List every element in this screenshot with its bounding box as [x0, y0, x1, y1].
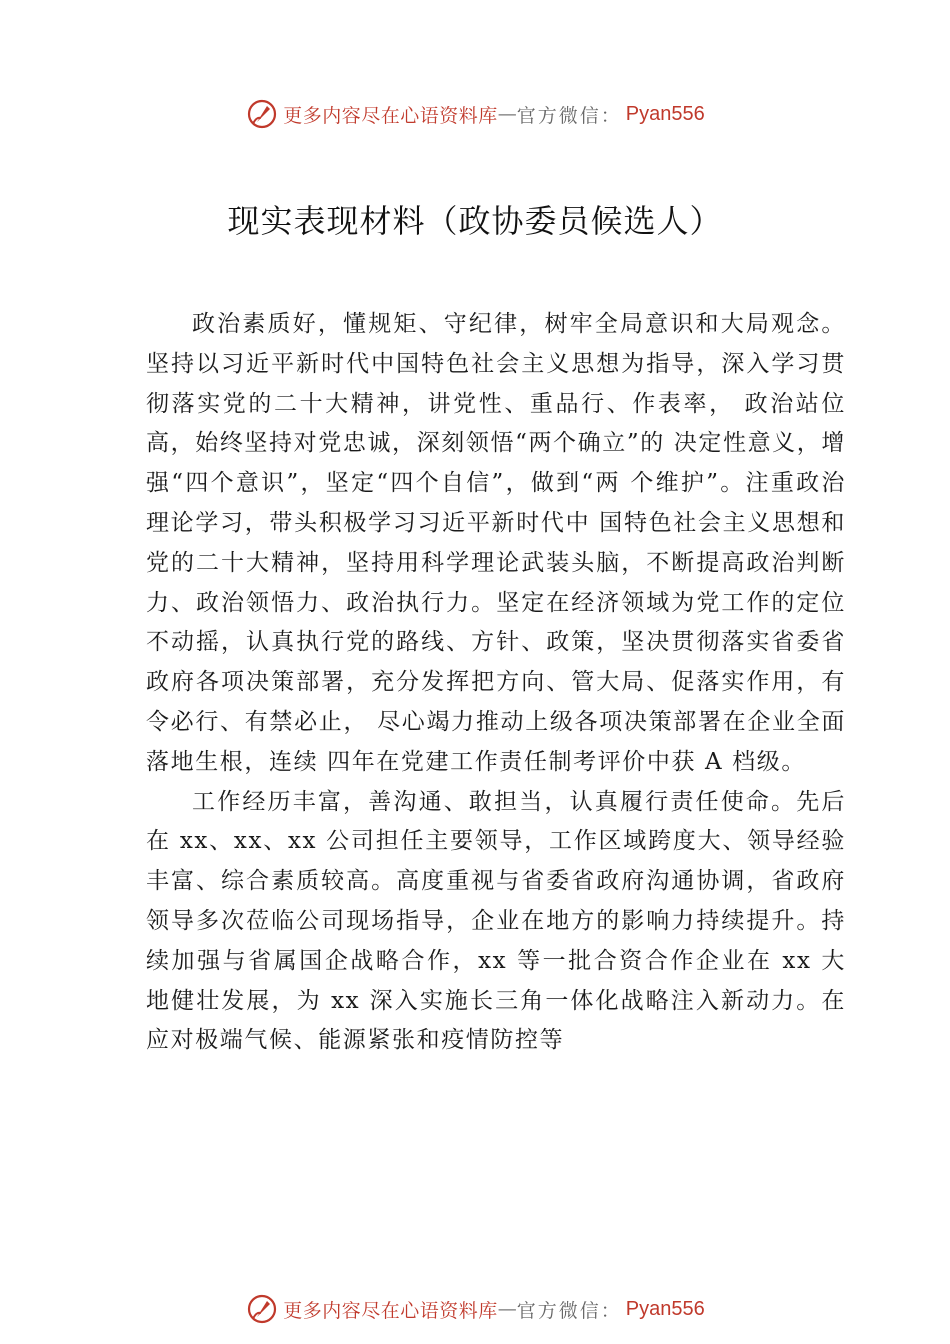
banner-wechat-id: Pyan556 — [625, 102, 705, 125]
footer-wechat-id: Pyan556 — [625, 1297, 705, 1320]
footer-brand-text: 更多内容尽在心语资料库 — [283, 1299, 498, 1322]
pen-nib-logo-icon — [245, 97, 279, 131]
footer-banner — [0, 1289, 950, 1329]
banner-separator: — — [497, 103, 517, 125]
document-body — [146, 305, 846, 1061]
banner-brand-text: 更多内容尽在心语资料库 — [283, 104, 498, 127]
document-title: 现实表现材料（政协委员候选人） — [227, 202, 723, 240]
footer-wechat-label: 官方微信： — [516, 1299, 622, 1322]
body-paragraph-2: 工作经历丰富，善沟通、敢担当，认真履行责任使命。先后在 xx、xx、xx 公司担任主要领导，工作区域跨度大、领导经验丰富、综合素质较高。高度重视与省委省政府沟通协调，省政府领导多次莅临公司现场指导，企业在地方的影响力持续提升。持续加强与省属国企战略合作，xx 等一批合资合作企业在 xx 大地健壮发展，为 xx 深入实施长三角一体化战略注入新动力。在应对极端气候、能源紧张和疫情防控等 — [146, 788, 846, 1054]
pen-nib-logo-icon — [245, 1292, 279, 1326]
banner-wechat-label: 官方微信： — [516, 104, 622, 127]
header-banner — [0, 94, 950, 134]
footer-separator: — — [497, 1298, 517, 1320]
body-paragraph-1: 政治素质好，懂规矩、守纪律，树牢全局意识和大局观念。坚持以习近平新时代中国特色社会主义思想为指导，深入学习贯彻落实党的二十大精神，讲党性、重品行、作表率， 政治站位高，始终坚持对党忠诚，深刻领悟“两个确立”的 决定性意义，增强“四个意识”，坚定“四个自信”，做到“两 个维护”。注重政治理论学习，带头积极学习习近平新时代中 国特色社会主义思想和党的二十大精神，坚持用科学理论武装头脑，不断提高政治判断力、政治领悟力、政治执行力。坚定在经济领域为党工作的定位不动摇，认真执行党的路线、方针、政策，坚决贯彻落实省委省政府各项决策部署，充分发挥把方向、管大局、促落实作用，有令必行、有禁必止， 尽心竭力推动上级各项决策部署在企业全面落地生根，连续 四年在党建工作责任制考评价中获 A 档级。 — [146, 311, 846, 775]
